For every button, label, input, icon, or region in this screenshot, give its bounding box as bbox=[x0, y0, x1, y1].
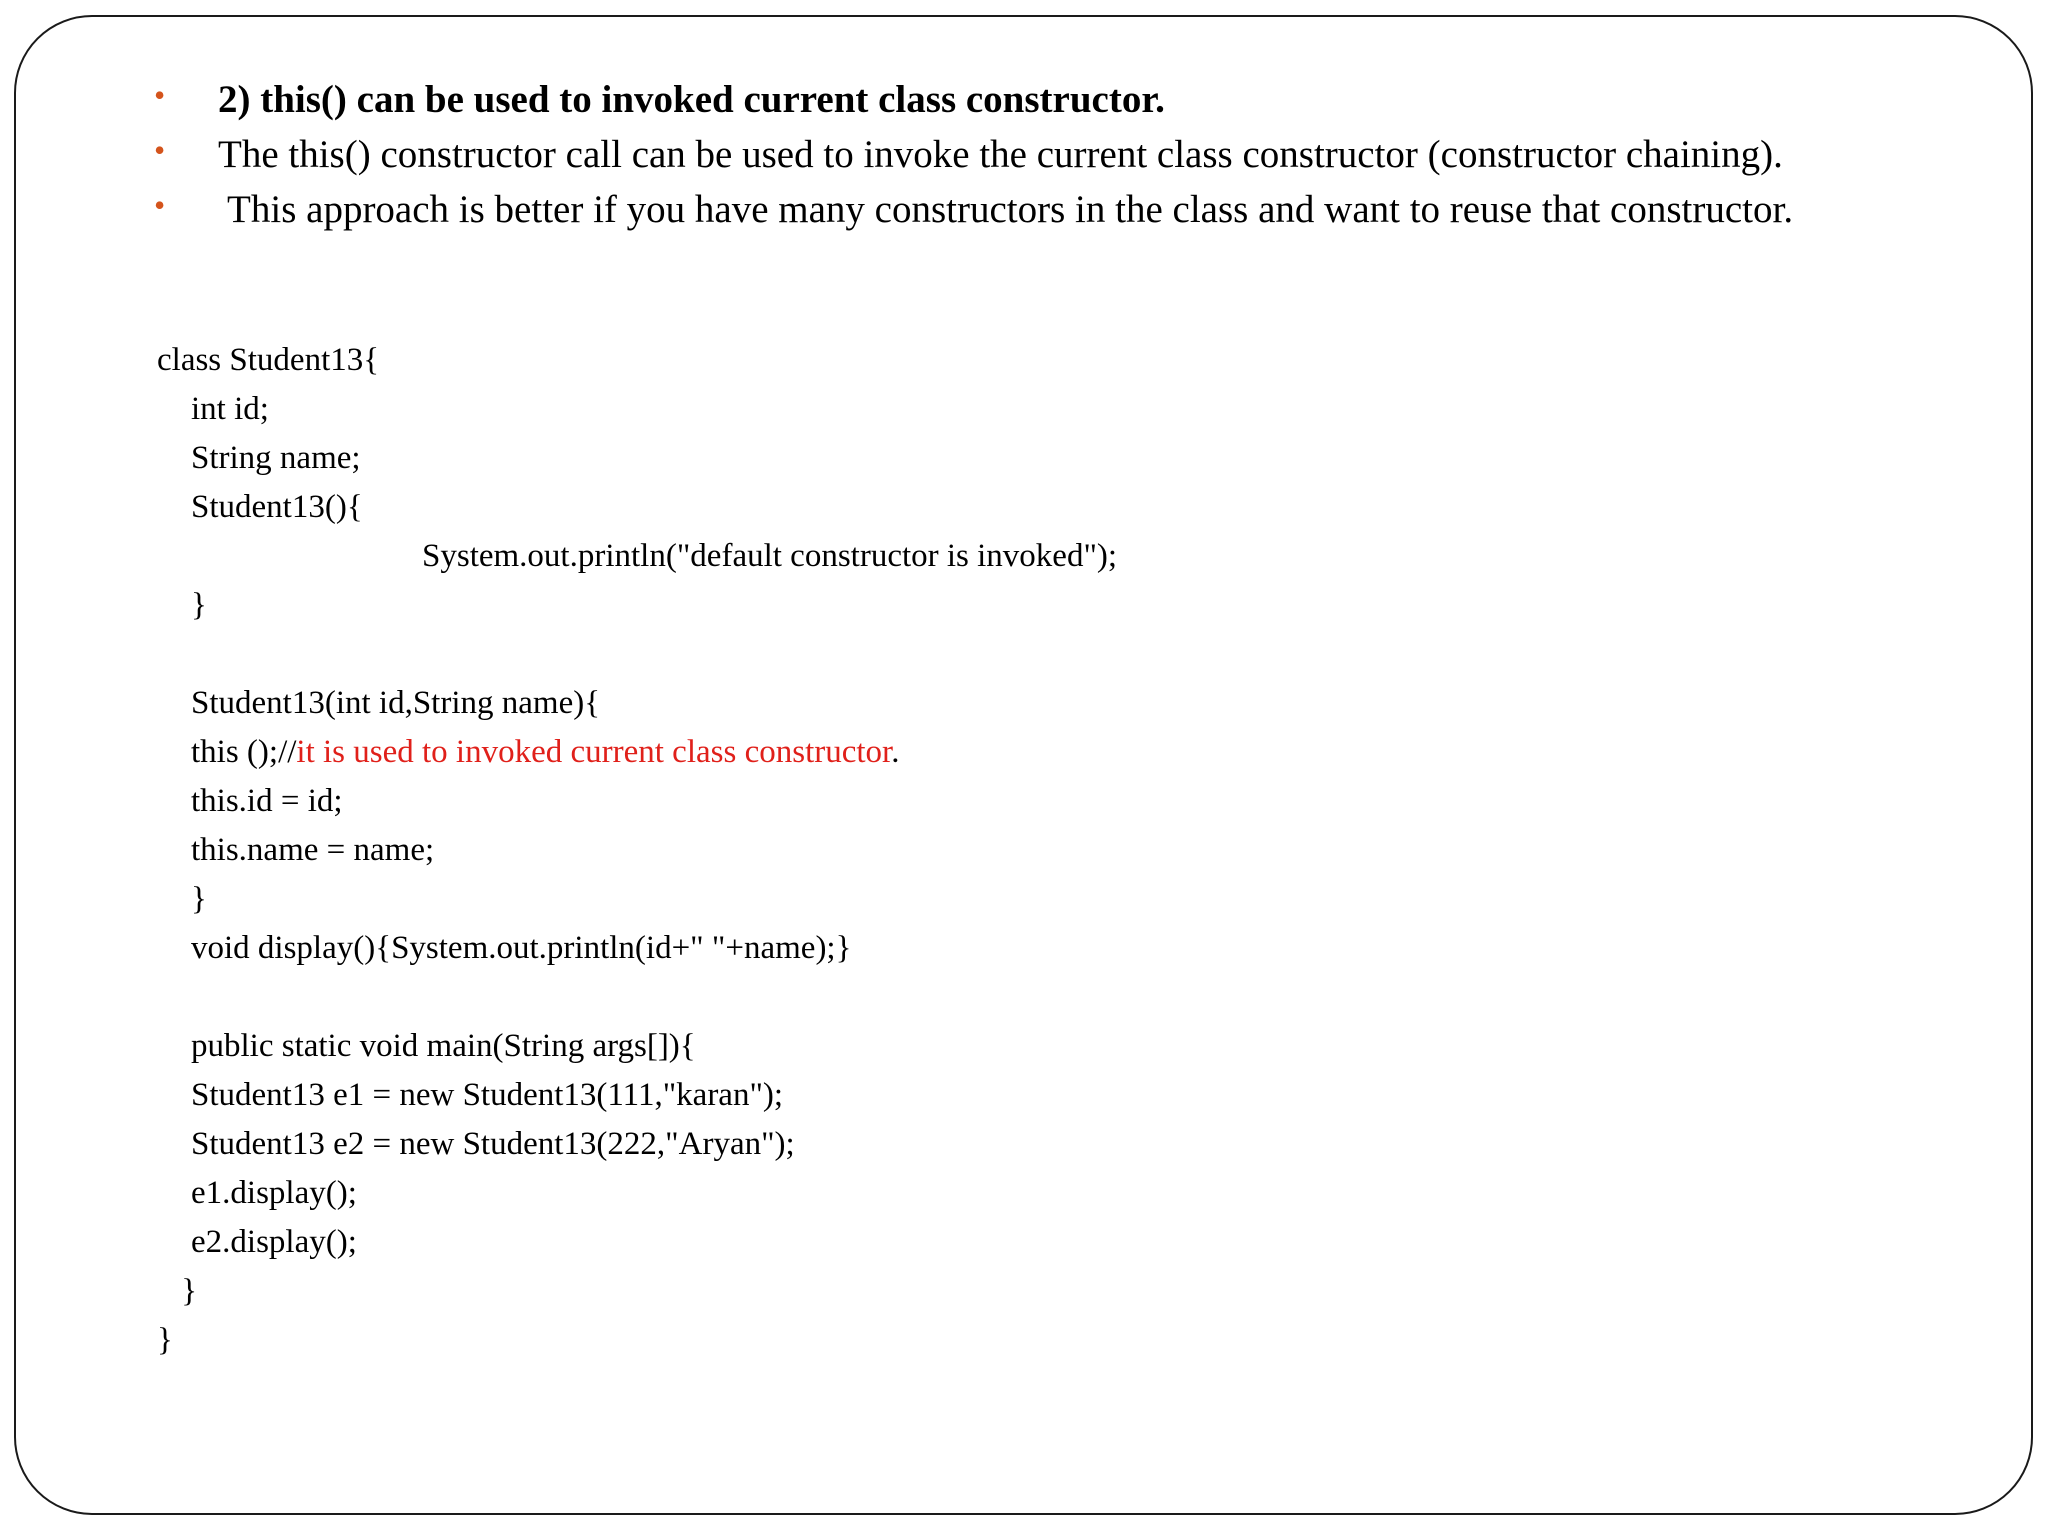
bullet-icon: • bbox=[154, 132, 166, 168]
bullet-text: 2) this() can be used to invoked current class constructor. bbox=[218, 78, 1165, 121]
code-line: e1.display(); bbox=[191, 1175, 357, 1211]
code-line bbox=[157, 630, 1117, 679]
code-line: } bbox=[191, 587, 207, 623]
code-line: this.id = id; bbox=[191, 783, 343, 819]
code-line bbox=[157, 973, 1117, 1022]
code-line: class Student13{ bbox=[157, 342, 380, 378]
code-comment: it is used to invoked current class constructor bbox=[296, 734, 892, 770]
bullet-item bbox=[154, 182, 1974, 237]
code-line: Student13 e2 = new Student13(222,"Aryan"); bbox=[191, 1126, 795, 1162]
code-line: int id; bbox=[191, 391, 269, 427]
bullet-text: This approach is better if you have many constructors in the class and want to reuse that constructor. bbox=[218, 188, 1794, 231]
code-block bbox=[157, 336, 1117, 1365]
code-line: String name; bbox=[191, 440, 361, 476]
code-line: } bbox=[157, 1322, 173, 1358]
code-line: void display(){System.out.println(id+" "+name);} bbox=[191, 930, 852, 966]
code-line: Student13 e1 = new Student13(111,"karan"); bbox=[191, 1077, 784, 1113]
code-line: e2.display(); bbox=[191, 1224, 357, 1260]
code-line: this ();//it is used to invoked current class constructor. bbox=[191, 734, 900, 770]
code-line: public static void main(String args[]){ bbox=[191, 1028, 696, 1064]
code-line: Student13(){ bbox=[191, 489, 363, 525]
bullet-item bbox=[154, 72, 1974, 127]
bullet-list bbox=[154, 72, 1974, 237]
bullet-icon: • bbox=[154, 187, 166, 223]
code-line: } bbox=[173, 1273, 198, 1309]
bullet-text: The this() constructor call can be used to invoke the current class constructor (constructor chaining). bbox=[218, 133, 1783, 176]
bullet-item bbox=[154, 127, 1974, 182]
bullet-icon: • bbox=[154, 77, 166, 113]
code-line: } bbox=[191, 881, 207, 917]
code-line: System.out.println("default constructor is invoked"); bbox=[422, 538, 1118, 574]
code-line: this.name = name; bbox=[191, 832, 435, 868]
code-line: Student13(int id,String name){ bbox=[191, 685, 601, 721]
